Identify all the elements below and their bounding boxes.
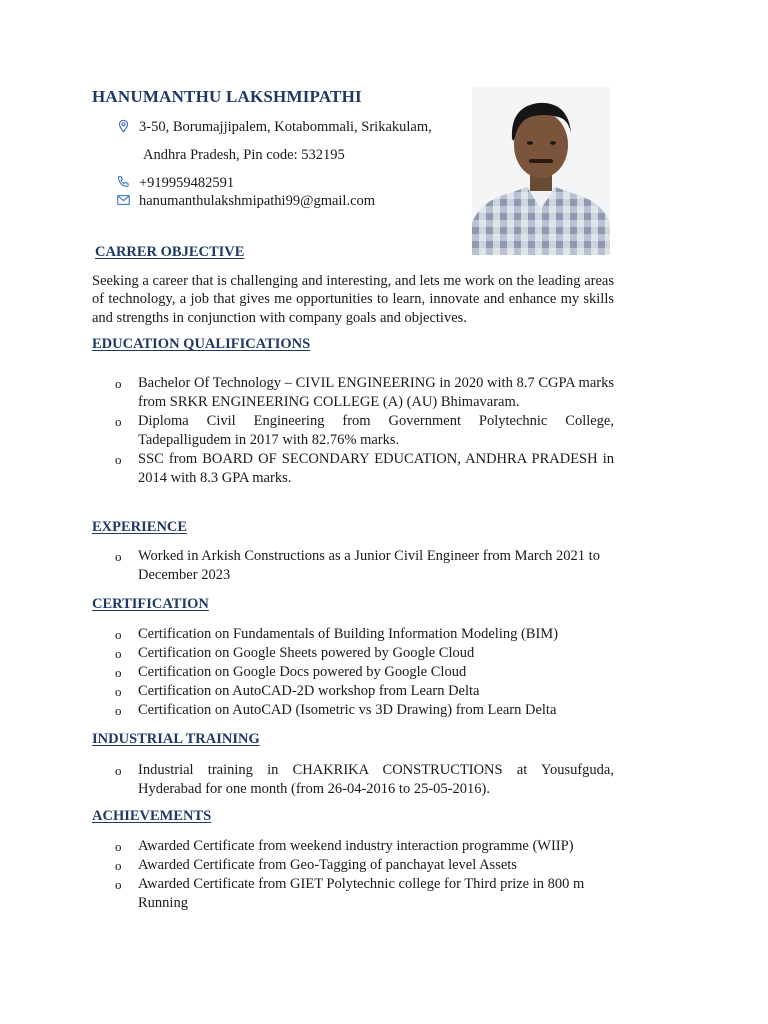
address-line-2 xyxy=(143,146,345,164)
bullet-mark: o xyxy=(115,684,122,699)
address-text-1: 3-50, Borumajjipalem, Kotabommali, Srikakulam, xyxy=(139,119,432,135)
profile-photo xyxy=(472,87,610,255)
list-item: o Awarded Certificate from Geo-Tagging of panchayat level Assets xyxy=(115,857,517,873)
certification-heading: CERTIFICATION xyxy=(92,596,209,612)
bullet-mark: o xyxy=(115,877,122,892)
objective-text: Seeking a career that is challenging and interesting, and lets me work on the leading areas of technology, a job that gives me opportunities to learn, innovate and enhance my skills and strengths in conjunction with company goals and objectives. xyxy=(92,273,614,326)
list-item: o SSC from BOARD OF SECONDARY EDUCATION, ANDHRA PRADESH in 2014 with 8.3 GPA marks. xyxy=(115,451,614,486)
certification-list xyxy=(92,625,614,720)
objective-heading: CARRER OBJECTIVE xyxy=(95,244,245,260)
bullet-mark: o xyxy=(115,376,122,391)
training-heading: INDUSTRIAL TRAINING xyxy=(92,731,260,747)
experience-list xyxy=(92,547,614,585)
bullet-mark: o xyxy=(115,839,122,854)
list-item: o Awarded Certificate from GIET Polytechnic college for Third prize in 800 m Running xyxy=(115,876,585,911)
bullet-mark: o xyxy=(115,703,122,718)
experience-heading: EXPERIENCE xyxy=(92,519,188,535)
list-item: o Worked in Arkish Constructions as a Junior Civil Engineer from March 2021 to December 2023 xyxy=(115,548,600,583)
list-item: o Certification on Google Docs powered by Google Cloud xyxy=(115,664,467,680)
bullet-mark: o xyxy=(115,627,122,642)
bullet-mark: o xyxy=(115,549,122,564)
bullet-mark: o xyxy=(115,646,122,661)
candidate-name: HANUMANTHU LAKSHMIPATHI xyxy=(92,87,362,106)
bullet-mark: o xyxy=(115,665,122,680)
email-line xyxy=(116,192,375,210)
phone-line xyxy=(116,174,234,192)
list-item: o Bachelor Of Technology – CIVIL ENGINEERING in 2020 with 8.7 CGPA marks from SRKR ENGINEERING COLLEGE (A) (AU) Bhimavaram. xyxy=(115,375,614,410)
bullet-mark: o xyxy=(115,858,122,873)
achievements-list xyxy=(92,837,614,913)
email-text: hanumanthulakshmipathi99@gmail.com xyxy=(139,193,376,209)
achievements-heading: ACHIEVEMENTS xyxy=(92,808,212,824)
list-item: o Awarded Certificate from weekend industry interaction programme (WIIP) xyxy=(115,838,574,854)
education-list xyxy=(92,374,614,488)
list-item: o Diploma Civil Engineering from Government Polytechnic College, Tadepalligudem in 2017 with 82.76% marks. xyxy=(115,413,614,448)
bullet-mark: o xyxy=(115,763,122,778)
list-item: o Certification on AutoCAD (Isometric vs 3D Drawing) from Learn Delta xyxy=(115,702,557,718)
address-line-1 xyxy=(116,118,432,136)
bullet-mark: o xyxy=(115,452,122,467)
list-item: o Certification on Fundamentals of Building Information Modeling (BIM) xyxy=(115,626,559,642)
address-text-2: Andhra Pradesh, Pin code: 532195 xyxy=(143,147,345,163)
list-item: o Industrial training in CHAKRIKA CONSTRUCTIONS at Yousufguda, Hyderabad for one month (from 26-04-2016 to 25-05-2016). xyxy=(115,762,614,797)
location-icon xyxy=(116,119,132,133)
list-item: o Certification on AutoCAD-2D workshop from Learn Delta xyxy=(115,683,480,699)
education-heading: EDUCATION QUALIFICATIONS xyxy=(92,336,311,352)
phone-icon xyxy=(116,175,132,189)
training-list xyxy=(92,761,614,799)
list-item: o Certification on Google Sheets powered by Google Cloud xyxy=(115,645,475,661)
email-icon xyxy=(116,193,132,207)
phone-text: +919959482591 xyxy=(139,175,235,191)
bullet-mark: o xyxy=(115,414,122,429)
